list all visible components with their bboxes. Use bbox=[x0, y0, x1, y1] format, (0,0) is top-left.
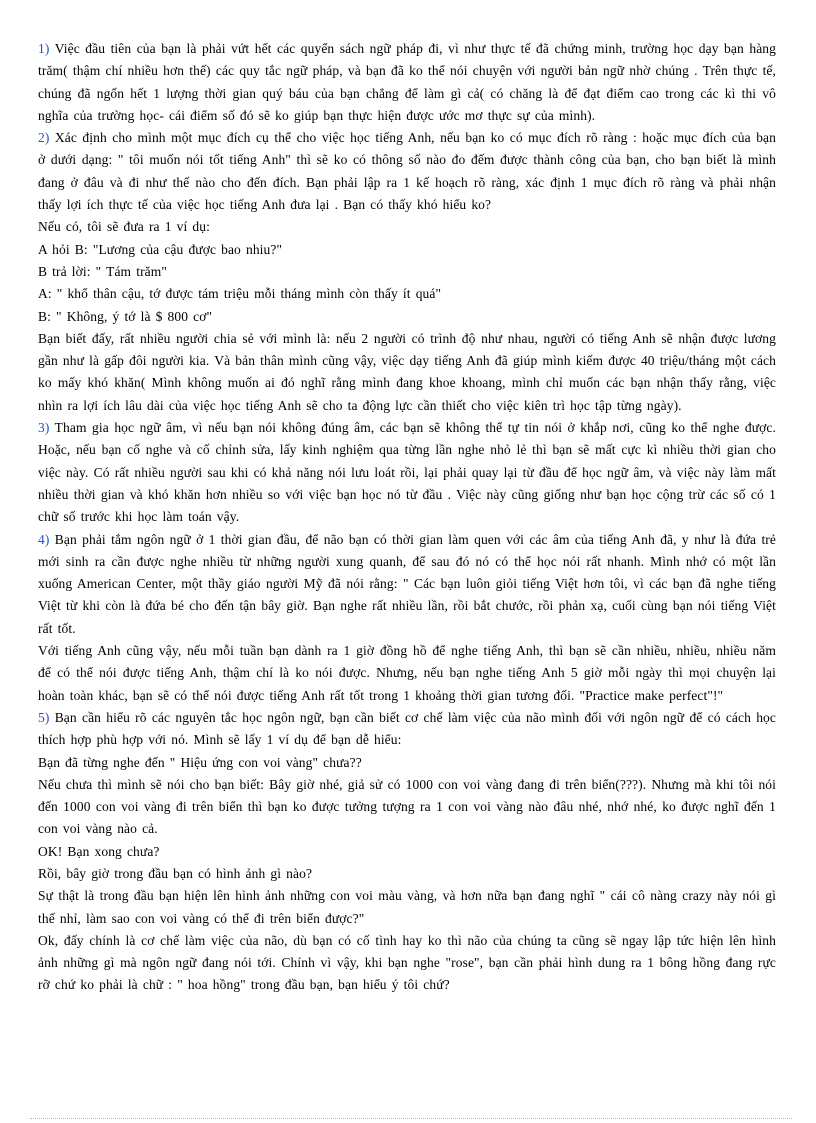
salary-paragraph: Bạn biết đấy, rất nhiều người chia sẻ với mình là: nếu 2 người có trình độ như nhau, người có tiếng Anh sẽ nhận được lương gần như là gấp đôi người kia. Và bản thân mình cũng vậy, việc dạy tiếng Anh đã giúp mình kiếm được 40 triệu/tháng một cách ko mấy khó khăn( Mình không muốn ai đó nghĩ rằng mình đang khoe khoang, mình chỉ muốn các bạn nhận thấy rằng, việc nhìn ra lợi ích lâu dài của việc học tiếng Anh sẽ cho ta động lực cần thiết cho việc kiên trì học tập từng ngày). bbox=[38, 330, 776, 413]
section-5-paragraph bbox=[38, 707, 776, 752]
dialogue-line-2: B trả lời: " Tám trăm" bbox=[38, 263, 167, 279]
section-5-text: Bạn cần hiểu rõ các nguyên tắc học ngôn ngữ, bạn cần biết cơ chế làm việc của não mình đối với ngôn ngữ để có cách học thích hợp phù hợp với nó. Mình sẽ lấy 1 ví dụ để bạn dễ hiểu: bbox=[38, 709, 776, 748]
section-3-number: 3) bbox=[38, 420, 50, 436]
golden-elephant-explanation: Nếu chưa thì mình sẽ nói cho bạn biết: Bây giờ nhé, giả sử có 1000 con voi vàng đang đi trên biển(???). Nhưng mà khi tôi nói đến 1000 con voi vàng đi trên biển thì bạn ko được tưởng tượng ra 1 con voi vàng nào đâu nhé, nhớ nhé, ko được nghĩ đến 1 con voi vàng nào cả. bbox=[38, 776, 776, 837]
section-3-text: Tham gia học ngữ âm, vì nếu bạn nói không đúng âm, các bạn sẽ không thể tự tin nói ở khắp nơi, cũng ko thể nghe được. Hoặc, nếu bạn cố nghe và cố chỉnh sửa, lấy kinh nghiệm qua từng lần nghe nhỏ lẻ thì bạn sẽ mất cực kì nhiều thời gian cho việc này. Có rất nhiều người sau khi có khả năng nói lưu loát rồi, lại phải quay lại từ đầu để học ngữ âm, và việc này làm mất nhiều thời gian và khó khăn hơn nhiều so với việc bạn học nó từ đầu . Việc này cũng giống như bạn học cộng trừ các số có 1 chữ số trước khi học làm toán vậy. bbox=[38, 420, 776, 525]
section-2-paragraph bbox=[38, 127, 776, 216]
example-intro: Nếu có, tôi sẽ đưa ra 1 ví dụ: bbox=[38, 219, 210, 235]
ok-line: OK! Bạn xong chưa? bbox=[38, 843, 160, 859]
section-1-text: Việc đầu tiên của bạn là phải vứt hết các quyển sách ngữ pháp đi, vì như thực tế đã chứng minh, trường học dạy bạn hàng trăm( thậm chí nhiều hơn thế) các quy tắc ngữ pháp, và bạn đã ko thể nói chuyện với người bản ngữ nhờ chúng . Trên thực tế, chúng đã ngốn hết 1 lượng thời gian quý báu của bạn chẳng để làm gì cả( có chăng là để đạt điểm cao trong các kì thi vô nghĩa của trường học- cái điểm số đó sẽ ko giúp bạn thực hiện được ước mơ thực sự của mình). bbox=[38, 41, 776, 123]
image-question-line: Rồi, bây giờ trong đầu bạn có hình ảnh gì nào? bbox=[38, 865, 313, 881]
dialogue-line-4: B: " Không, ý tớ là $ 800 cơ" bbox=[38, 308, 213, 324]
section-4-text: Bạn phải tắm ngôn ngữ ở 1 thời gian đầu, để não bạn có thời gian làm quen với các âm của tiếng Anh đã, y như là đứa trẻ mới sinh ra cần được nghe nhiều từ những người xung quanh, để sau đó nó có thể học nói rất nhanh. Mình nhớ có một lần xuống American Center, một thầy giáo người Mỹ đã nói rằng: " Các bạn luôn giỏi tiếng Việt hơn tôi, vì các bạn đã nghe tiếng Việt từ khi còn là đứa bé cho đến tận bây giờ. Bạn nghe rất nhiều lần, rồi bắt chước, rồi phản xạ, cuối cùng bạn nói tiếng Việt rất tốt. bbox=[38, 531, 776, 636]
truth-paragraph: Sự thật là trong đầu bạn hiện lên hình ảnh những con voi màu vàng, và hơn nữa bạn đang nghĩ " cái cô nàng crazy này nói gì thế nhỉ, làm sao con voi vàng có thể đi trên biển được?" bbox=[38, 888, 776, 926]
section-2-text: Xác định cho mình một mục đích cụ thể cho việc học tiếng Anh, nếu bạn ko có mục đích rõ ràng : hoặc mục đích của bạn ở dưới dạng: " tôi muốn nói tốt tiếng Anh" thì sẽ ko có thông số nào đo đếm được thành công của bạn, cho bạn biết là mình đang ở đâu và đi như thế nào cho đến đích. Bạn phải lập ra 1 kế hoạch rõ ràng, xác định 1 mục đích rõ ràng và phải nhận thấy lợi ích thực tế của việc học tiếng Anh đưa lại . Bạn có thấy khó hiểu ko? bbox=[38, 130, 776, 213]
section-4-paragraph bbox=[38, 529, 776, 640]
dialogue-line-3: A: " khổ thân cậu, tớ được tám triệu mỗi tháng mình còn thấy ít quá" bbox=[38, 286, 442, 302]
section-1-number: 1) bbox=[38, 41, 50, 56]
section-2-number: 2) bbox=[38, 130, 50, 146]
golden-elephant-question: Bạn đã từng nghe đến " Hiệu ứng con voi vàng" chưa?? bbox=[38, 754, 362, 770]
section-1-paragraph bbox=[38, 38, 776, 127]
dialogue-line-1: A hỏi B: "Lương của cậu được bao nhiu?" bbox=[38, 241, 283, 257]
brain-mechanism-paragraph: Ok, đấy chính là cơ chế làm việc của não, dù bạn có cố tình hay ko thì não của chúng ta cũng sẽ ngay lập tức hiện lên hình ảnh những gì mà ngôn ngữ đang nói tới. Chính vì vậy, khi bạn nghe "rose", bạn cần phải hình dung ra 1 bông hồng đang rực rỡ chứ ko phải là chữ : " hoa hồng" trong đầu bạn, bạn hiểu ý tôi chứ? bbox=[38, 932, 776, 993]
section-3-paragraph bbox=[38, 417, 776, 528]
english-practice-paragraph: Với tiếng Anh cũng vậy, nếu mỗi tuần bạn dành ra 1 giờ đồng hồ để nghe tiếng Anh, thì bạn sẽ cần nhiều, nhiều, nhiều năm để có thể nói được tiếng Anh, thậm chí là ko nói được. Nhưng, nếu bạn nghe tiếng Anh 5 giờ mỗi ngày thì mọi chuyện lại hoàn toàn khác, bạn sẽ có thể nói được tiếng Anh rất tốt trong 1 khoảng thời gian tương đối. "Practice make perfect"!" bbox=[38, 643, 776, 703]
page-bottom-divider bbox=[30, 1118, 792, 1119]
section-5-number: 5) bbox=[38, 709, 50, 725]
section-4-number: 4) bbox=[38, 531, 50, 547]
document-body bbox=[38, 38, 776, 997]
